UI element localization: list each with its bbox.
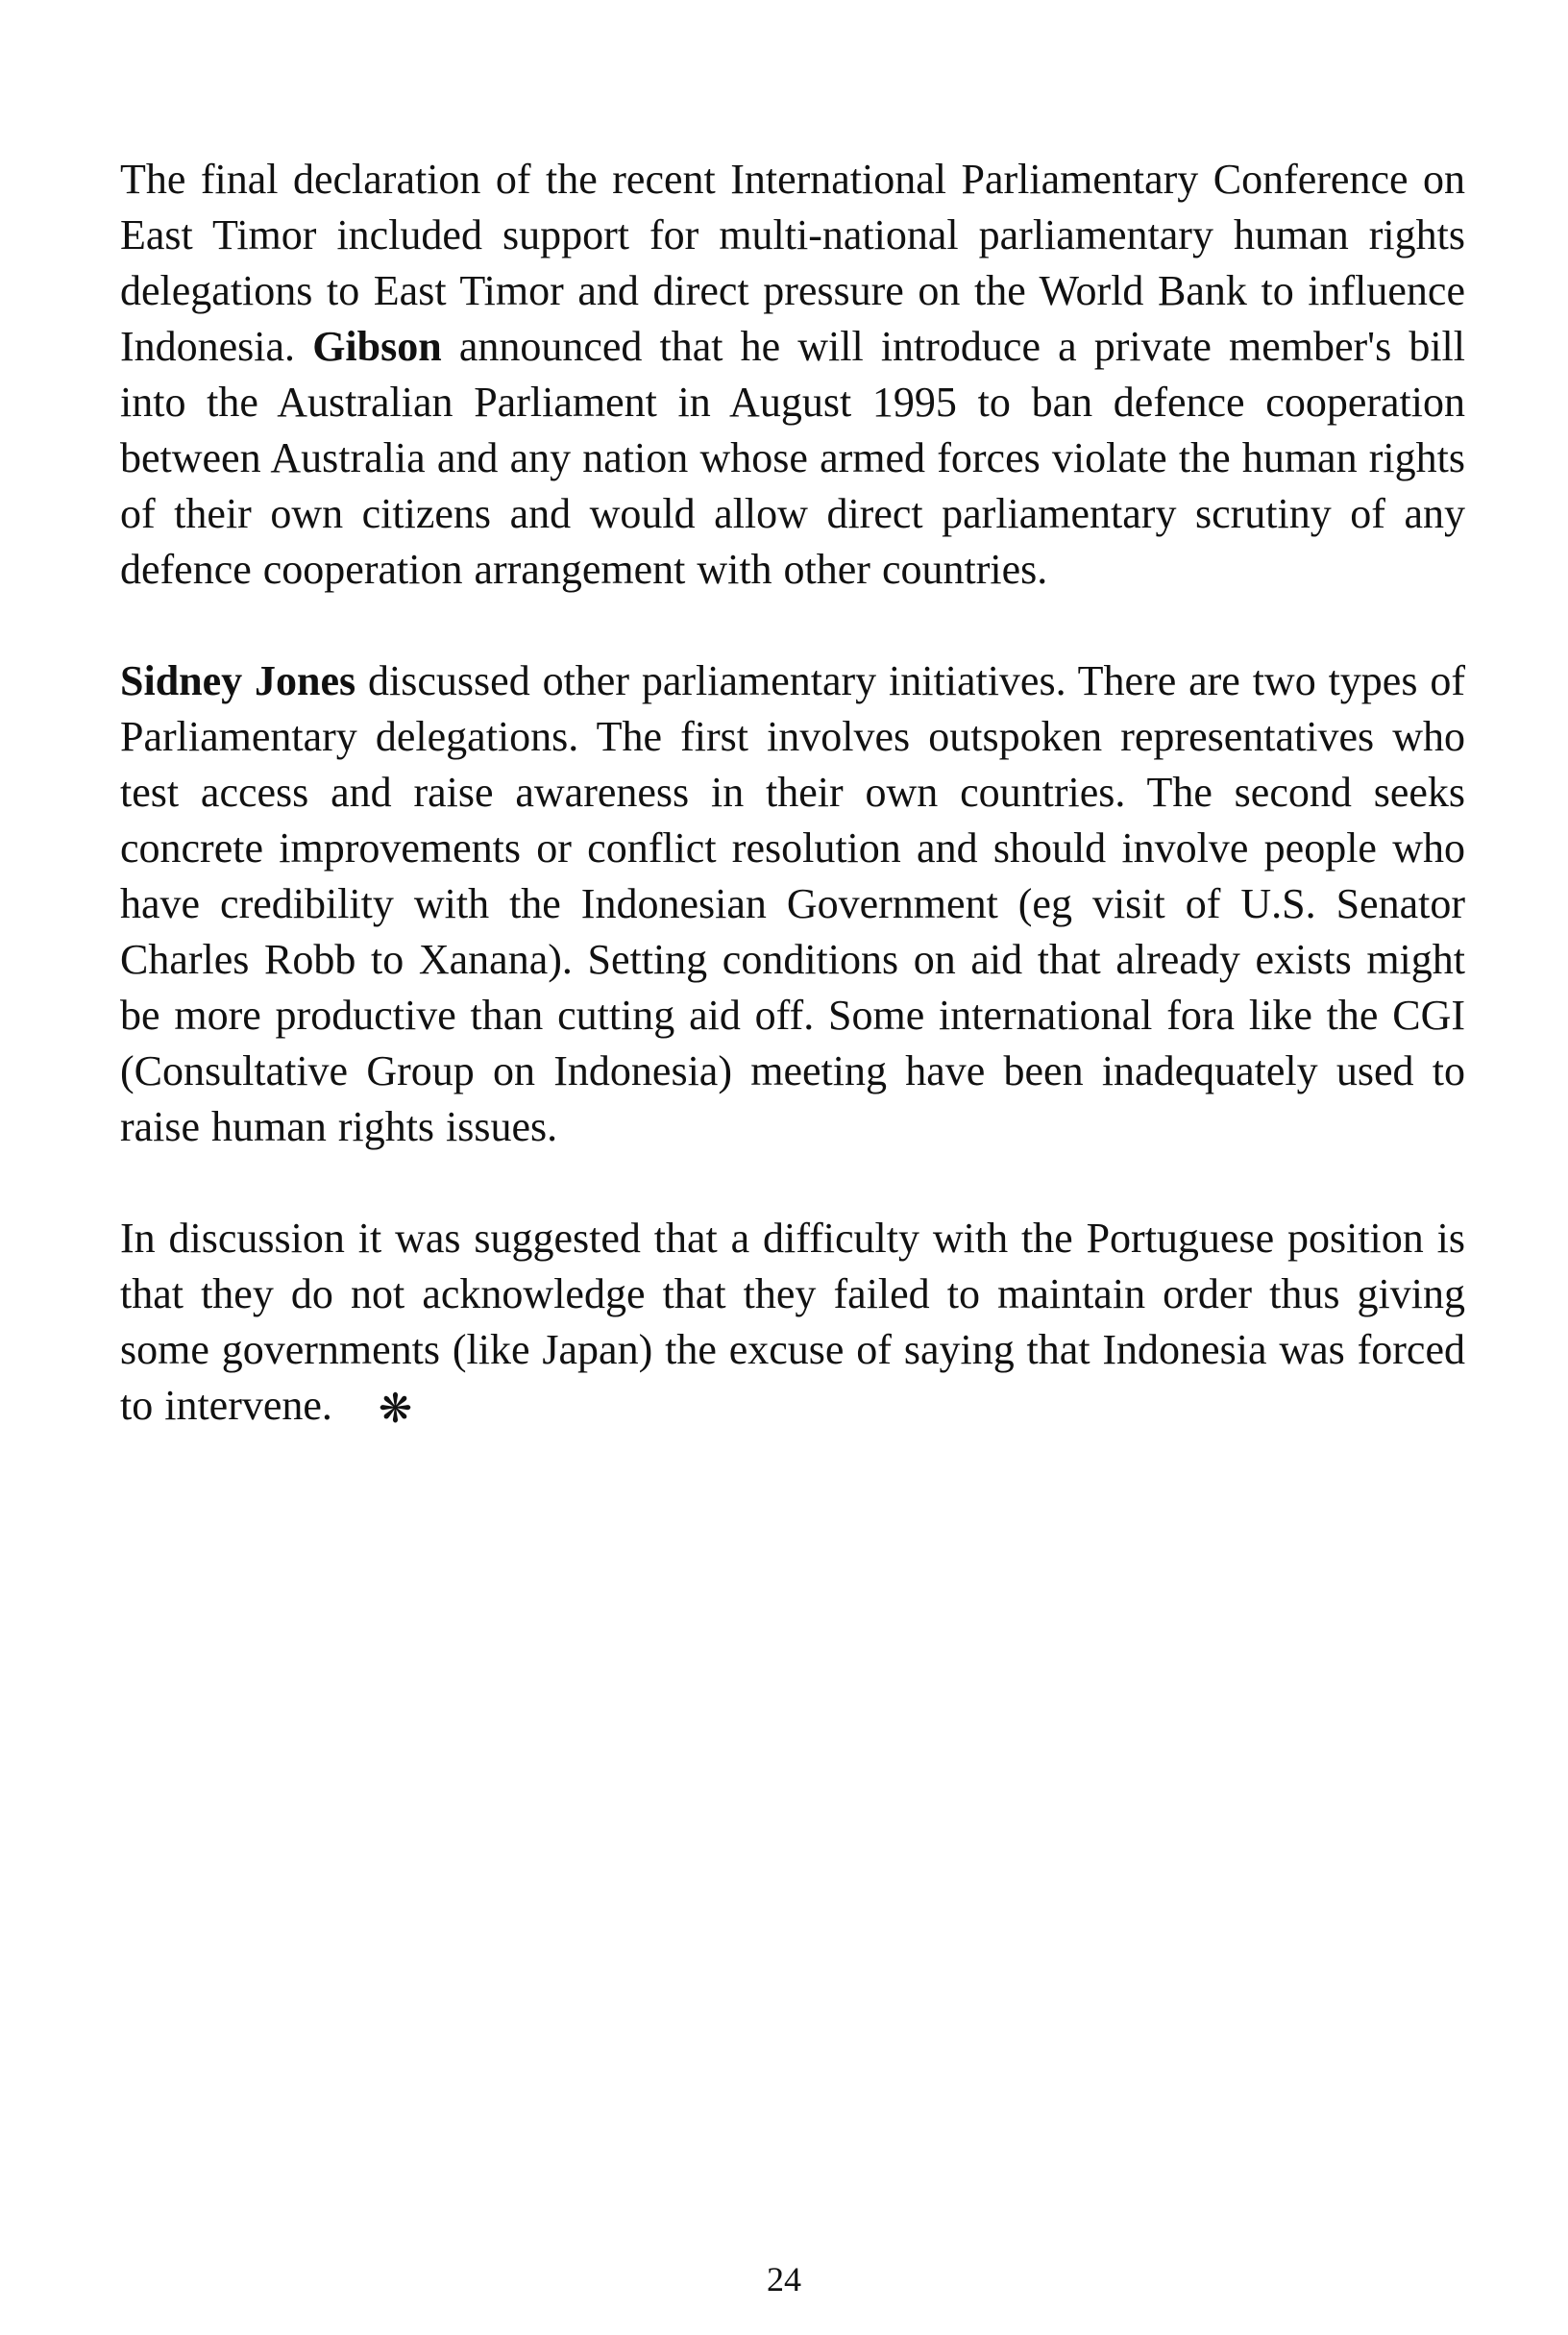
document-page [120,152,1465,1434]
speaker-name-gibson: Gibson [312,323,442,370]
paragraph-1-intro-text: The final declaration of the recent International Parliamentary Conference on East Timor included support for multi-national parliamentary human rights delegations to East Timor and direct pressure on the World Bank to influence Indonesia. [120,156,1465,370]
section-end-ornament-icon: ❋ [378,1387,413,1432]
paragraph-3-text: In discussion it was suggested that a difficulty with the Portuguese position is that they do not acknowledge that they failed to maintain order thus giving some governments (like Japan) the excuse of saying that Indonesia was forced to intervene. [120,1215,1465,1429]
page-number: 24 [767,2260,801,2298]
paragraph-2-text: discussed other parliamentary initiatives. There are two types of Parliamentary delegations. The first involves outspoken representatives who test access and raise awareness in their own countries. The second seeks concrete improvements or conflict resolution and should involve people who have credibility with the Indonesian Government (eg visit of U.S. Senator Charles Robb to Xanana). Setting conditions on aid that already exists might be more productive than cutting aid off. Some international fora like the CGI (Consultative Group on Indonesia) meeting have been inadequately used to raise human rights issues. [120,657,1465,1150]
paragraph-discussion [120,1211,1465,1434]
paragraph-1-continuation-text: announced that he will introduce a private member's bill into the Australian Parliament in August 1995 to ban defence cooperation between Australia and any nation whose armed forces violate the human rights of their own citizens and would allow direct parliamentary scrutiny of any defence cooperation arrangement with other countries. [120,323,1466,593]
paragraph-parliamentary-initiatives [120,653,1465,1155]
paragraph-declaration [120,152,1465,598]
speaker-name-sidney-jones: Sidney Jones [120,657,356,704]
